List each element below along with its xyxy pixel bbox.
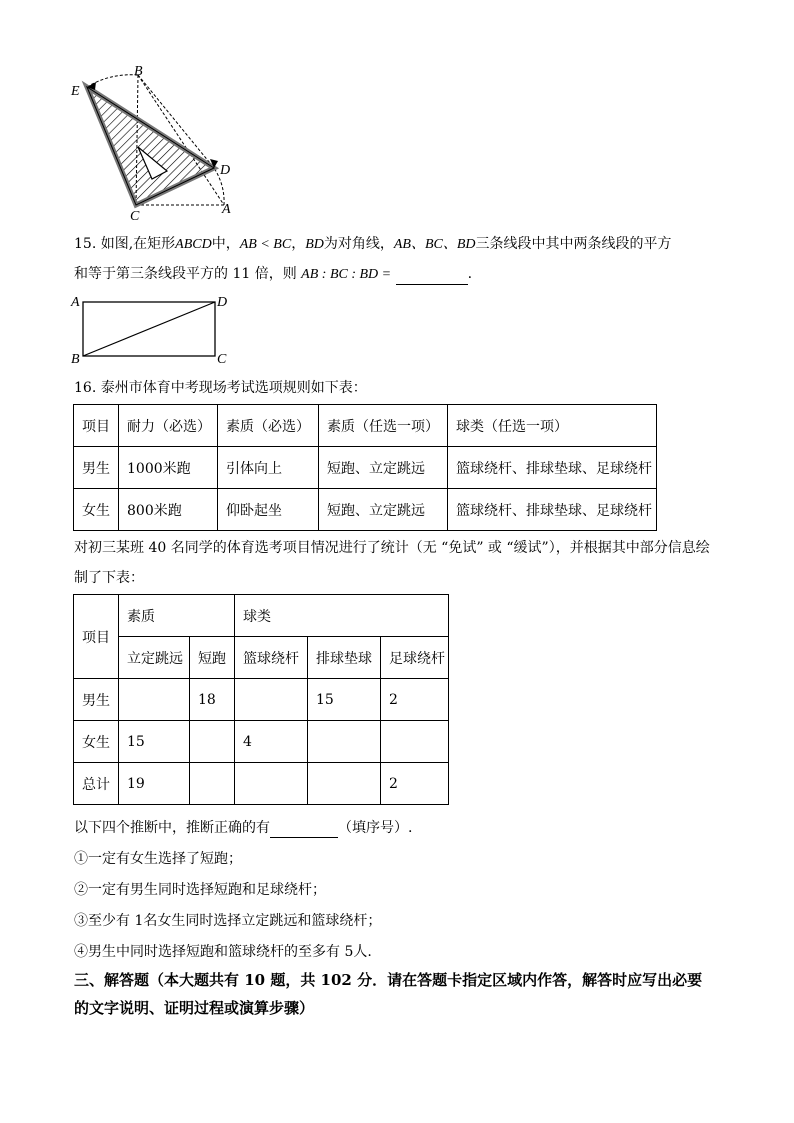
rules-cell: 仰卧起坐 [218,489,319,531]
stats-cell [190,763,235,805]
stats-row-label: 女生 [74,721,119,763]
label-c: C [130,209,140,224]
stats-row-label: 总计 [74,763,119,805]
stats-cell [381,721,449,763]
stats-subheader: 短跑 [190,637,235,679]
stats-cell [235,679,308,721]
label-a: A [222,202,231,217]
rules-header: 素质（任选一项） [319,405,448,447]
rules-cell: 篮球绕杆、排球垫球、足球绕杆 [448,489,657,531]
q15-line1: 15. 如图,在矩形ABCD中，AB < BC，BD为对角线，AB、BC、BD三条线段中其中两条线段的平方 [74,236,672,252]
answer-blank-15[interactable] [396,268,468,285]
section3-heading-line2: 的文字说明、证明过程或演算步骤） [74,999,315,1017]
rules-cell: 1000米跑 [119,447,218,489]
label-d: D [220,163,231,178]
rect-label-a: A [71,295,80,310]
rules-cell: 引体向上 [218,447,319,489]
answer-blank-16[interactable] [270,821,338,838]
q16-para1: 对初三某班 40 名同学的体育选考项目情况进行了统计（无 “免试” 或 “缓试”），并根据其中部分信息绘 [74,540,710,556]
q16-item-2: ②一定有男生同时选择短跑和足球绕杆； [74,882,326,898]
rules-header: 耐力（必选） [119,405,218,447]
stats-subheader: 篮球绕杆 [235,637,308,679]
rules-cell: 女生 [74,489,119,531]
stats-row-header: 项目 [74,595,119,679]
rectangle-figure [65,292,240,367]
stats-table [73,594,449,805]
section3-heading-line1: 三、解答题（本大题共有 10 题，共 102 分．请在答题卡指定区域内作答，解答时应写出必要 [74,971,703,989]
rules-header: 项目 [74,405,119,447]
rules-cell: 篮球绕杆、排球垫球、足球绕杆 [448,447,657,489]
q15-number: 15. [74,236,97,252]
stats-cell: 15 [119,721,190,763]
stats-cell [308,763,381,805]
stats-cell [119,679,190,721]
rules-cell: 男生 [74,447,119,489]
stats-cell: 19 [119,763,190,805]
rules-table [73,404,657,531]
q16-intro: 16. 泰州市体育中考现场考试选项规则如下表： [74,380,367,396]
stats-row-label: 男生 [74,679,119,721]
stats-cell [308,721,381,763]
stats-cell: 18 [190,679,235,721]
stats-group-header: 球类 [235,595,449,637]
q16-para2: 制了下表： [74,570,144,586]
stats-subheader: 足球绕杆 [381,637,449,679]
rules-cell: 短跑、立定跳远 [319,489,448,531]
rules-header: 素质（必选） [218,405,319,447]
stats-cell: 2 [381,763,449,805]
rect-label-c: C [217,352,227,367]
stats-cell: 4 [235,721,308,763]
q16-item-1: ①一定有女生选择了短跑； [74,851,242,867]
rules-cell: 800米跑 [119,489,218,531]
stats-group-header: 素质 [119,595,235,637]
q16-item-4: ④男生中同时选择短跑和篮球绕杆的至多有 5人. [74,944,372,960]
stats-cell [235,763,308,805]
triangle-ruler-figure [60,55,250,230]
stats-subheader: 立定跳远 [119,637,190,679]
q16-prompt: 以下四个推断中，推断正确的有 （填序号）. [74,820,413,836]
rect-label-b: B [71,352,80,367]
rules-cell: 短跑、立定跳远 [319,447,448,489]
q15-line2: 和等于第三条线段平方的 11 倍，则 AB : BC : BD = . [74,264,472,285]
rect-label-d: D [217,295,228,310]
stats-cell: 15 [308,679,381,721]
stats-cell [190,721,235,763]
label-b: B [134,64,143,79]
stats-cell: 2 [381,679,449,721]
rules-header: 球类（任选一项） [448,405,657,447]
label-e: E [71,84,80,99]
stats-subheader: 排球垫球 [308,637,381,679]
q16-item-3: ③至少有 1名女生同时选择立定跳远和篮球绕杆； [74,913,382,929]
